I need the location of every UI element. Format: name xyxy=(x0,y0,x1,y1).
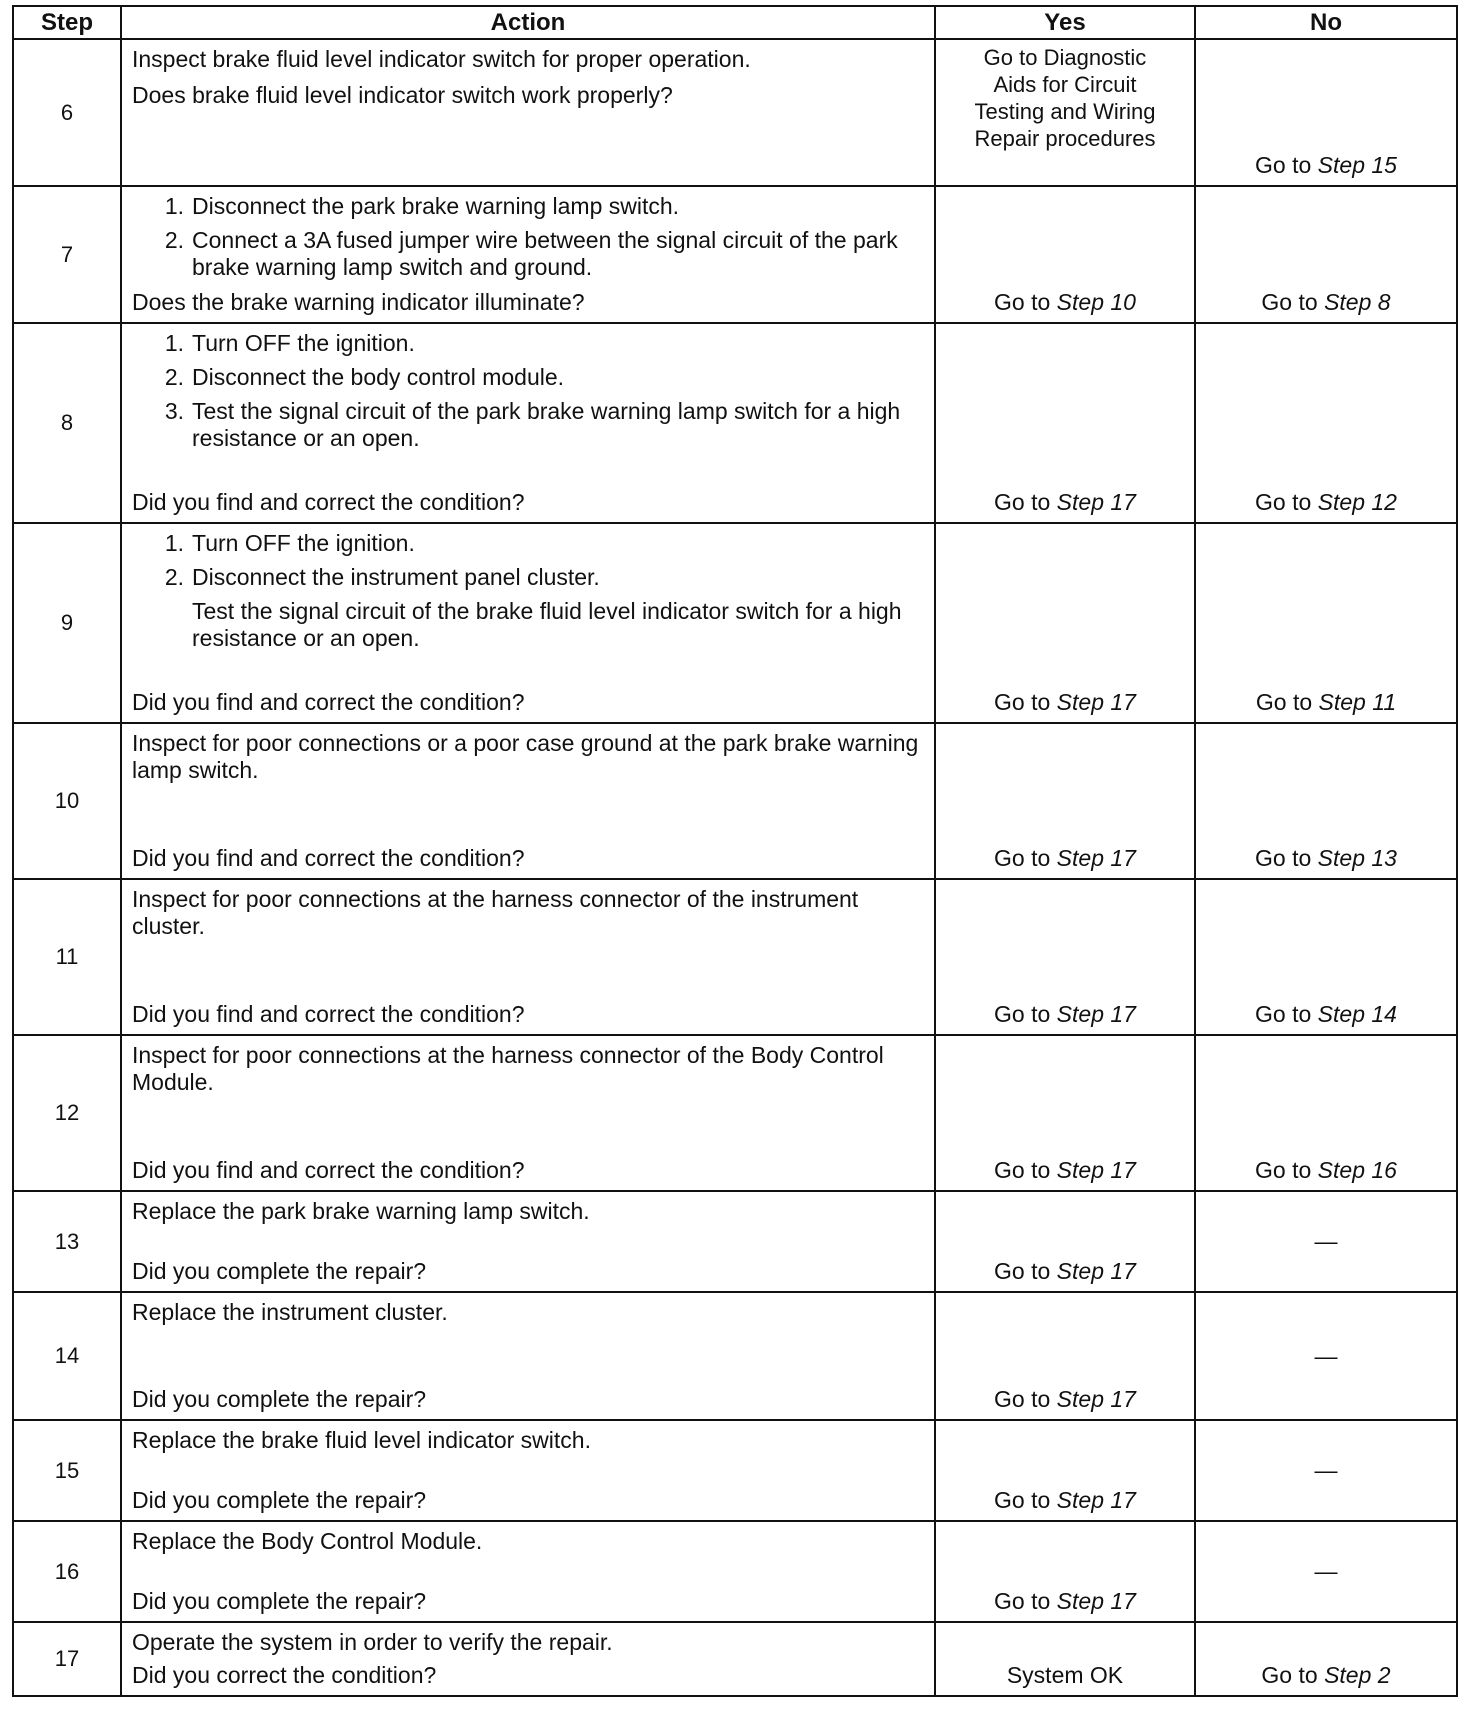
action-text: Inspect brake fluid level indicator switch for proper operation. xyxy=(132,46,751,72)
no-cell xyxy=(1195,1035,1457,1191)
goto-prefix: Go to xyxy=(1255,1001,1312,1027)
yes-text-line: Repair procedures xyxy=(974,126,1156,151)
goto-prefix: Go to xyxy=(1255,152,1312,178)
table-row xyxy=(13,323,1457,523)
goto-prefix: Go to xyxy=(994,289,1051,315)
header-step: Step xyxy=(13,6,121,39)
step-number: 13 xyxy=(13,1191,121,1292)
goto-prefix: Go to xyxy=(994,1157,1051,1183)
step-number: 11 xyxy=(13,879,121,1035)
no-cell xyxy=(1195,879,1457,1035)
action-list-item: 1. Turn OFF the ignition. xyxy=(164,530,415,556)
action-question: Did you find and correct the condition? xyxy=(132,689,525,715)
table-row xyxy=(13,1292,1457,1420)
action-text: Replace the instrument cluster. xyxy=(132,1299,448,1325)
goto-prefix: Go to xyxy=(994,1588,1051,1614)
step-number: 16 xyxy=(13,1521,121,1622)
goto-step-ref: Step 17 xyxy=(1056,489,1136,515)
goto-step-ref: Step 17 xyxy=(1056,1258,1136,1284)
table-row xyxy=(13,1420,1457,1521)
step-number: 7 xyxy=(13,186,121,323)
yes-text-line: Go to Diagnostic xyxy=(983,45,1147,70)
action-list-item: 3. Test the signal circuit of the park brake warning lamp switch for a high resistance or an open. xyxy=(164,398,901,451)
action-cell xyxy=(121,1420,935,1521)
action-question: Does brake fluid level indicator switch work properly? xyxy=(132,82,673,108)
goto-prefix: Go to xyxy=(994,1001,1051,1027)
action-question: Did you complete the repair? xyxy=(132,1258,427,1284)
goto-step-ref: Step 12 xyxy=(1317,489,1397,515)
goto-step-ref: Step 11 xyxy=(1318,689,1397,715)
step-number: 17 xyxy=(13,1622,121,1696)
yes-cell xyxy=(935,323,1195,523)
yes-cell xyxy=(935,1035,1195,1191)
yes-cell xyxy=(935,186,1195,323)
action-text: Test the signal circuit of the brake fluid level indicator switch for a high resistance or an open. xyxy=(192,598,902,651)
action-cell xyxy=(121,1035,935,1191)
no-cell xyxy=(1195,523,1457,723)
action-text: Operate the system in order to verify the repair. xyxy=(132,1629,613,1655)
header-yes: Yes xyxy=(935,6,1195,39)
table-row xyxy=(13,1521,1457,1622)
table-row xyxy=(13,879,1457,1035)
table-row xyxy=(13,39,1457,186)
goto-step-ref: Step 16 xyxy=(1317,1157,1397,1183)
dash-placeholder: — xyxy=(1314,1558,1338,1584)
goto-step-ref: Step 17 xyxy=(1056,1157,1136,1183)
goto-step-ref: Step 8 xyxy=(1324,289,1391,315)
yes-cell xyxy=(935,1191,1195,1292)
yes-text-line: Testing and Wiring xyxy=(974,99,1156,124)
action-question: Did you complete the repair? xyxy=(132,1487,427,1513)
goto-prefix: Go to xyxy=(994,845,1051,871)
action-question: Did you find and correct the condition? xyxy=(132,1001,525,1027)
goto-prefix: Go to xyxy=(994,1386,1051,1412)
no-cell xyxy=(1195,723,1457,879)
goto-prefix: Go to xyxy=(1255,845,1312,871)
yes-cell xyxy=(935,879,1195,1035)
action-list-item: 2. Disconnect the instrument panel cluster. xyxy=(164,564,600,590)
yes-cell xyxy=(935,1622,1195,1696)
action-cell xyxy=(121,1292,935,1420)
goto-step-ref: Step 17 xyxy=(1056,1588,1136,1614)
goto-prefix: Go to xyxy=(994,689,1051,715)
no-cell xyxy=(1195,323,1457,523)
no-cell xyxy=(1195,1191,1457,1292)
action-cell xyxy=(121,323,935,523)
action-question: Did you find and correct the condition? xyxy=(132,1157,525,1183)
action-question: Did you find and correct the condition? xyxy=(132,489,525,515)
no-cell xyxy=(1195,1622,1457,1696)
goto-step-ref: Step 10 xyxy=(1056,289,1136,315)
header-row xyxy=(13,6,1457,39)
step-number: 12 xyxy=(13,1035,121,1191)
yes-result: System OK xyxy=(1006,1662,1124,1688)
step-number: 8 xyxy=(13,323,121,523)
table-row xyxy=(13,723,1457,879)
action-cell xyxy=(121,1622,935,1696)
table-row xyxy=(13,1035,1457,1191)
goto-prefix: Go to xyxy=(994,1487,1051,1513)
yes-cell xyxy=(935,523,1195,723)
goto-step-ref: Step 15 xyxy=(1317,152,1397,178)
action-question: Does the brake warning indicator illuminate? xyxy=(132,289,585,315)
action-text: Replace the park brake warning lamp switch. xyxy=(132,1198,590,1224)
goto-step-ref: Step 14 xyxy=(1317,1001,1397,1027)
action-text: Replace the Body Control Module. xyxy=(132,1528,483,1554)
action-cell xyxy=(121,723,935,879)
goto-prefix: Go to xyxy=(1261,1662,1318,1688)
action-list-item: 2. Connect a 3A fused jumper wire between the signal circuit of the park brake warning lamp switch and ground. xyxy=(164,227,898,280)
action-cell xyxy=(121,186,935,323)
action-list-item: 2. Disconnect the body control module. xyxy=(164,364,565,390)
goto-prefix: Go to xyxy=(1261,289,1318,315)
yes-cell xyxy=(935,1292,1195,1420)
goto-prefix: Go to xyxy=(994,1258,1051,1284)
no-cell xyxy=(1195,1292,1457,1420)
action-cell xyxy=(121,1191,935,1292)
goto-step-ref: Step 17 xyxy=(1056,1487,1136,1513)
table-row xyxy=(13,1622,1457,1696)
step-number: 10 xyxy=(13,723,121,879)
header-no: No xyxy=(1195,6,1457,39)
action-list-item: 1. Disconnect the park brake warning lamp switch. xyxy=(164,193,680,219)
action-text: Inspect for poor connections or a poor case ground at the park brake warning lamp switch. xyxy=(132,730,919,783)
action-text: Inspect for poor connections at the harness connector of the instrument cluster. xyxy=(132,886,859,939)
goto-step-ref: Step 2 xyxy=(1324,1662,1391,1688)
no-cell xyxy=(1195,186,1457,323)
action-text: Inspect for poor connections at the harness connector of the Body Control Module. xyxy=(132,1042,884,1095)
action-text: Replace the brake fluid level indicator switch. xyxy=(132,1427,591,1453)
yes-text-line: Aids for Circuit xyxy=(993,72,1137,97)
yes-cell xyxy=(935,39,1195,186)
step-number: 6 xyxy=(13,39,121,186)
header-action: Action xyxy=(121,6,935,39)
goto-step-ref: Step 17 xyxy=(1056,1001,1136,1027)
table-row xyxy=(13,1191,1457,1292)
step-number: 14 xyxy=(13,1292,121,1420)
goto-step-ref: Step 17 xyxy=(1056,845,1136,871)
diagnostic-table xyxy=(12,5,1458,1697)
dash-placeholder: — xyxy=(1314,1228,1338,1254)
step-number: 9 xyxy=(13,523,121,723)
action-question: Did you correct the condition? xyxy=(132,1662,437,1688)
yes-cell xyxy=(935,1420,1195,1521)
dash-placeholder: — xyxy=(1314,1342,1338,1369)
action-question: Did you find and correct the condition? xyxy=(132,845,525,871)
table-row xyxy=(13,523,1457,723)
goto-step-ref: Step 17 xyxy=(1056,1386,1136,1412)
action-question: Did you complete the repair? xyxy=(132,1386,427,1412)
goto-prefix: Go to xyxy=(1255,689,1313,715)
action-cell xyxy=(121,523,935,723)
no-cell xyxy=(1195,39,1457,186)
table-row xyxy=(13,186,1457,323)
step-number: 15 xyxy=(13,1420,121,1521)
action-question: Did you complete the repair? xyxy=(132,1588,427,1614)
yes-cell xyxy=(935,723,1195,879)
goto-step-ref: Step 13 xyxy=(1317,845,1397,871)
action-cell xyxy=(121,39,935,186)
dash-placeholder: — xyxy=(1314,1457,1338,1483)
no-cell xyxy=(1195,1420,1457,1521)
goto-step-ref: Step 17 xyxy=(1056,689,1136,715)
goto-prefix: Go to xyxy=(994,489,1051,515)
no-cell xyxy=(1195,1521,1457,1622)
action-list-item: 1. Turn OFF the ignition. xyxy=(164,330,415,356)
goto-prefix: Go to xyxy=(1255,489,1312,515)
yes-cell xyxy=(935,1521,1195,1622)
action-cell xyxy=(121,1521,935,1622)
goto-prefix: Go to xyxy=(1255,1157,1312,1183)
action-cell xyxy=(121,879,935,1035)
